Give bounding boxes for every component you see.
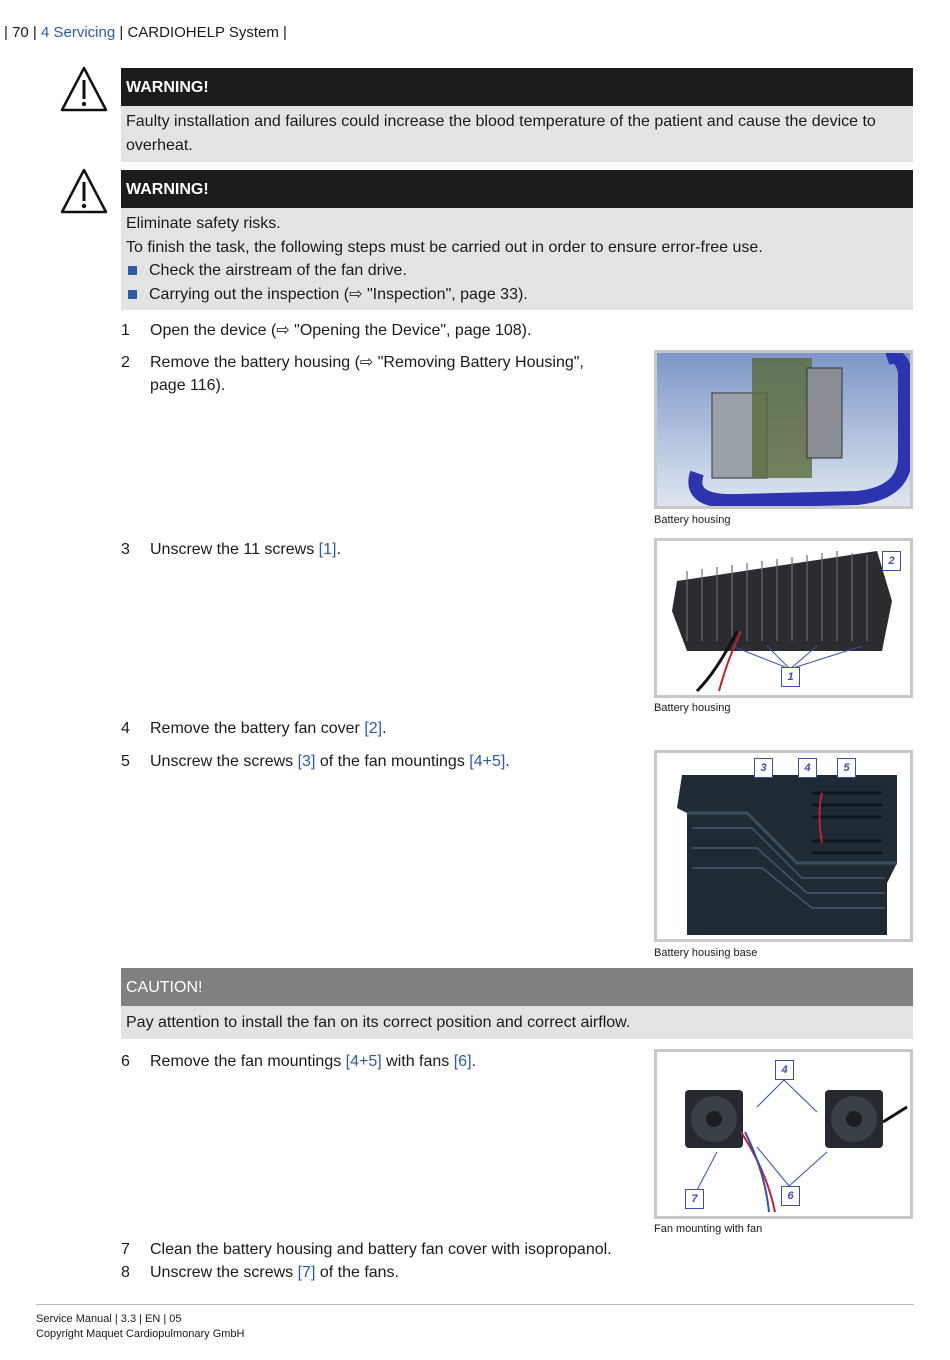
warning-line: To finish the task, the following steps must be carried out in order to ensure error-free use. (126, 238, 763, 256)
figure-battery-housing-frame (654, 350, 913, 509)
figure-caption: Battery housing base (654, 947, 758, 959)
callout-label: 5 (837, 758, 856, 778)
footer-copyright: Copyright Maquet Cardiopulmonary GmbH (36, 1328, 245, 1340)
step-text: of the fans. (315, 1264, 399, 1281)
step-text: Unscrew the screws (150, 753, 298, 770)
step-1 (121, 319, 531, 342)
step-text: Open the device (⇨ "Opening the Device", page 108). (150, 322, 532, 339)
figure-caption: Fan mounting with fan (654, 1223, 763, 1235)
step-7 (121, 1238, 612, 1261)
callout-label: 4 (798, 758, 817, 778)
figure-caption: Battery housing (654, 514, 731, 526)
warning-title: WARNING! (121, 68, 913, 106)
step-text: Remove the battery fan cover (150, 720, 365, 737)
step-number: 6 (121, 1053, 130, 1070)
chapter-link[interactable]: 4 Servicing (41, 24, 116, 41)
step-text: of the fan mountings (315, 753, 470, 770)
bullet-item (126, 283, 908, 307)
figure-ref: [4+5] (345, 1053, 382, 1070)
step-number: 5 (121, 753, 130, 770)
battery-housing-base-illustration (657, 753, 910, 939)
page-header: | 70 | 4 Servicing | CARDIOHELP System | (4, 24, 287, 41)
bullet-item (126, 259, 908, 283)
figure-caption: Battery housing (654, 702, 731, 714)
callout-label: 4 (775, 1060, 794, 1080)
figure-ref: [4+5] (469, 753, 506, 770)
step-4 (121, 717, 387, 740)
page-number: 70 (12, 24, 29, 41)
figure-fan-mounting (654, 1049, 913, 1219)
caution-title: CAUTION! (121, 968, 913, 1006)
step-text: Unscrew the screws (150, 1264, 298, 1281)
step-number: 1 (121, 322, 130, 339)
warning-body (121, 208, 913, 310)
step-text: . (505, 753, 510, 770)
step-number: 8 (121, 1264, 130, 1281)
step-2 (121, 351, 621, 397)
step-text: . (471, 1053, 476, 1070)
warning-title: WARNING! (121, 170, 913, 208)
step-3 (121, 538, 341, 561)
callout-label: 1 (781, 667, 800, 687)
bullet-square-icon (128, 290, 137, 299)
callout-label: 2 (882, 551, 901, 571)
warning-line: Eliminate safety risks. (126, 215, 281, 232)
footer-divider (36, 1304, 914, 1305)
battery-housing-illustration (657, 353, 910, 506)
step-text: Clean the battery housing and battery fan cover with isopropanol. (150, 1241, 612, 1258)
step-text: Remove the fan mountings (150, 1053, 346, 1070)
figure-ref: [7] (297, 1264, 316, 1281)
step-number: 2 (121, 354, 130, 371)
callout-label: 6 (781, 1186, 800, 1206)
warning-text: Faulty installation and failures could increase the blood temperature of the patient and cause the device to overheat. (121, 106, 913, 162)
figure-battery-housing-base (654, 750, 913, 942)
step-number: 3 (121, 541, 130, 558)
step-number: 7 (121, 1241, 130, 1258)
figure-ref: [2] (364, 720, 383, 737)
figure-battery-housing-screws (654, 538, 913, 698)
callout-label: 7 (685, 1189, 704, 1209)
step-text: . (336, 541, 341, 558)
figure-ref: [1] (318, 541, 337, 558)
bullet-text: Check the airstream of the fan drive. (149, 262, 407, 279)
step-text: with fans (381, 1053, 454, 1070)
step-8 (121, 1261, 399, 1284)
step-text: Unscrew the 11 screws (150, 541, 319, 558)
caution-text: Pay attention to install the fan on its correct position and correct airflow. (121, 1006, 913, 1039)
step-text: . (382, 720, 387, 737)
step-text: Remove the battery housing (⇨ "Removing Battery Housing", page 116). (150, 354, 584, 394)
warning-triangle-icon (60, 168, 108, 214)
figure-ref: [6] (453, 1053, 472, 1070)
step-number: 4 (121, 720, 130, 737)
step-5 (121, 750, 510, 773)
product-name: CARDIOHELP System (127, 24, 279, 41)
footer-document-info: Service Manual | 3.3 | EN | 05 (36, 1313, 182, 1325)
figure-ref: [3] (297, 753, 316, 770)
bullet-text: Carrying out the inspection (⇨ "Inspection", page 33). (149, 285, 528, 303)
callout-label: 3 (754, 758, 773, 778)
warning-triangle-icon (60, 66, 108, 112)
step-6 (121, 1050, 476, 1073)
bullet-square-icon (128, 266, 137, 275)
